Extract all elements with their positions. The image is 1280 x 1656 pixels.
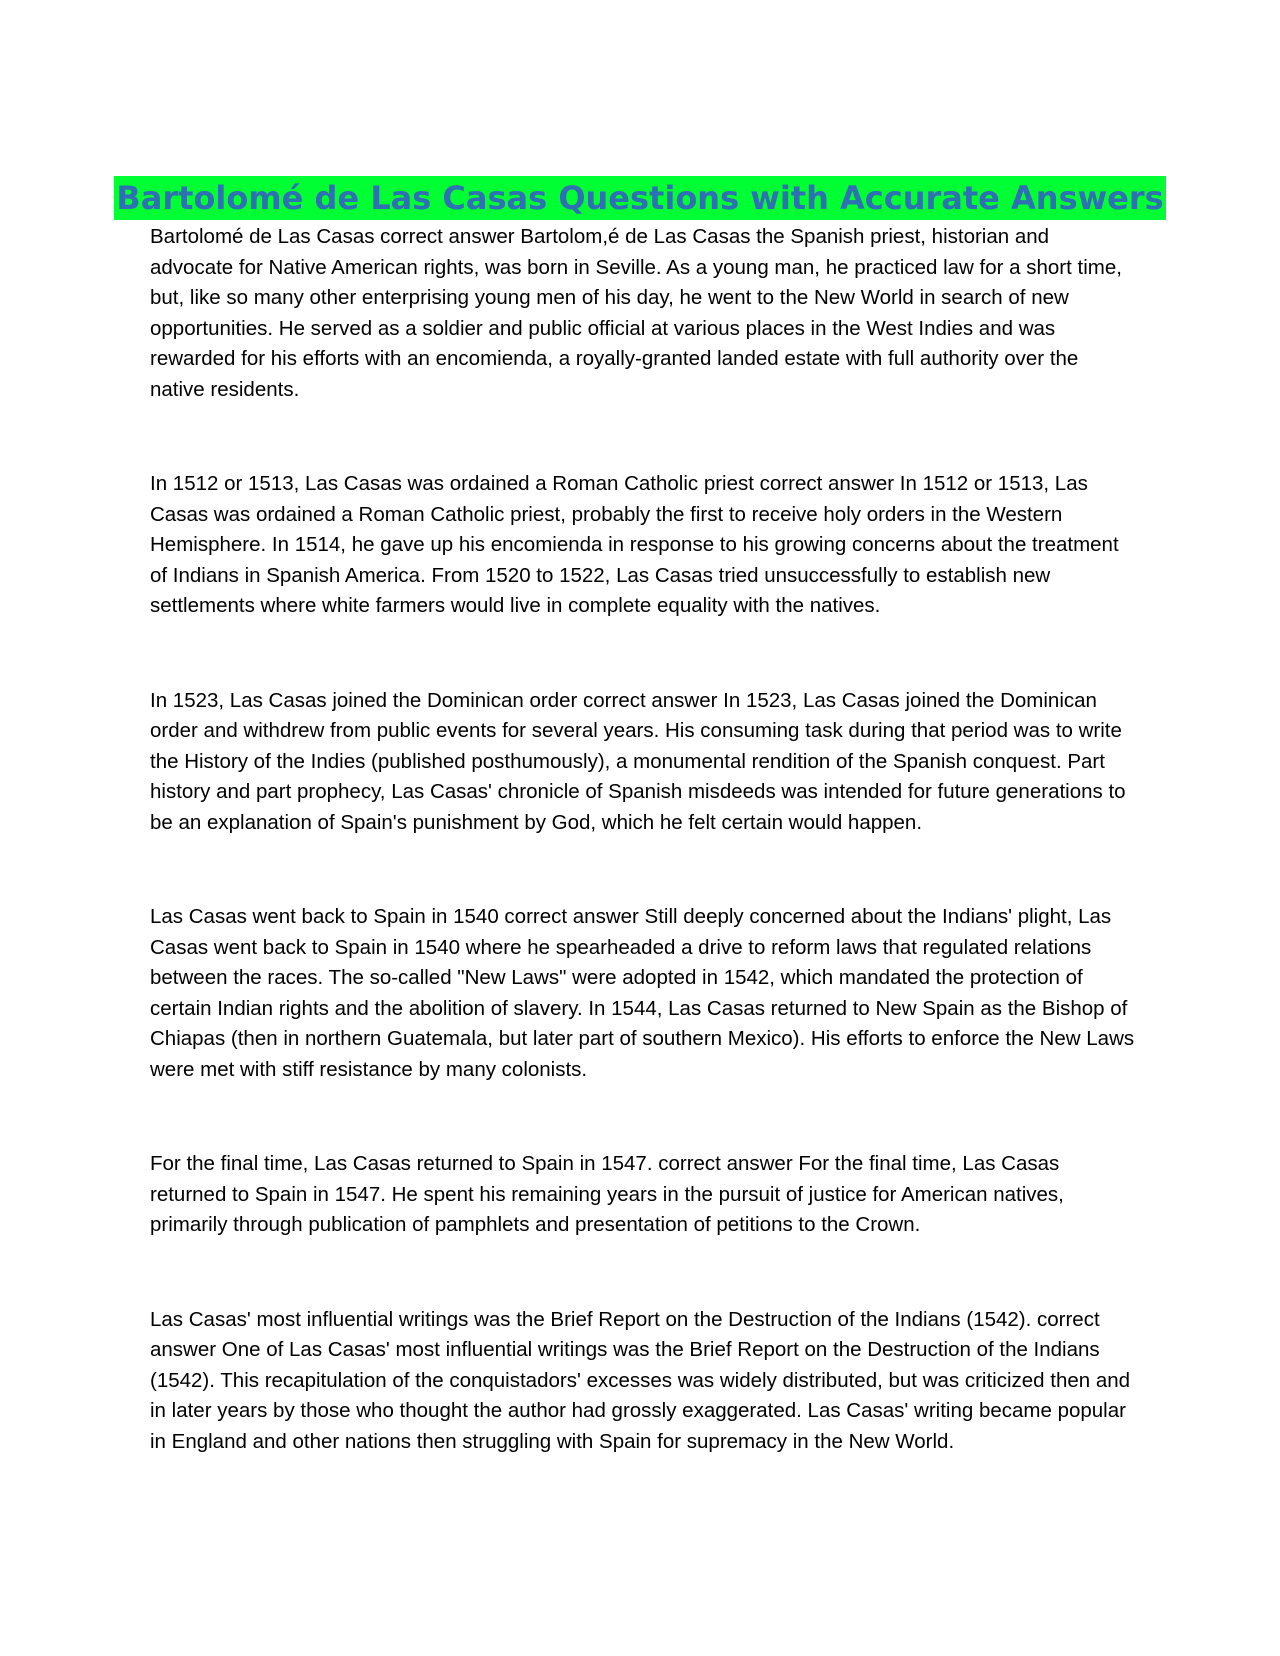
title-container bbox=[0, 176, 1280, 220]
qa-paragraph-6: Las Casas' most influential writings was the Brief Report on the Destruction of the Indians (1542). correct answer One of Las Casas' most influential writings was the Brief Report on the Destruction of the Indians (1542). This recapitulation of the conquistadors' excesses was widely distributed, but was criticized then and in later years by those who thought the author had grossly exaggerated. Las Casas' writing became popular in England and other nations then struggling with Spain for supremacy in the New World. bbox=[150, 1307, 1131, 1453]
qa-paragraph-5: For the final time, Las Casas returned to Spain in 1547. correct answer For the final time, Las Casas returned to Spain in 1547. He spent his remaining years in the pursuit of justice for American natives, primarily through publication of pamphlets and presentation of petitions to the Crown. bbox=[150, 1152, 1064, 1236]
qa-paragraph-3: In 1523, Las Casas joined the Dominican order correct answer In 1523, Las Casas joined the Dominican order and withdrew from public events for several years. His consuming task during that period was to write the History of the Indies (published posthumously), a monumental rendition of the Spanish conquest. Part history and part prophecy, Las Casas' chronicle of Spanish misdeeds was intended for future generations to be an explanation of Spain's punishment by God, which he felt certain would happen. bbox=[150, 688, 1126, 834]
qa-paragraph-4: Las Casas went back to Spain in 1540 correct answer Still deeply concerned about the Indians' plight, Las Casas went back to Spain in 1540 where he spearheaded a drive to reform laws that regulated relations between the races. The so-called "New Laws" were adopted in 1542, which mandated the protection of certain Indian rights and the abolition of slavery. In 1544, Las Casas returned to New Spain as the Bishop of Chiapas (then in northern Guatemala, but later part of southern Mexico). His efforts to enforce the New Laws were met with stiff resistance by many colonists. bbox=[150, 905, 1135, 1081]
document-body bbox=[150, 222, 1136, 1457]
document-title: Bartolomé de Las Casas Questions with Accurate Answers bbox=[114, 176, 1165, 220]
qa-paragraph-1: Bartolomé de Las Casas correct answer Bartolom,é de Las Casas the Spanish priest, historian and advocate for Native American rights, was born in Seville. As a young man, he practiced law for a short time, but, like so many other enterprising young men of his day, he went to the New World in search of new opportunities. He served as a soldier and public official at various places in the West Indies and was rewarded for his efforts with an encomienda, a royally-granted landed estate with full authority over the native residents. bbox=[150, 225, 1122, 401]
qa-paragraph-2: In 1512 or 1513, Las Casas was ordained a Roman Catholic priest correct answer In 1512 or 1513, Las Casas was ordained a Roman Catholic priest, probably the first to receive holy orders in the Western Hemisphere. In 1514, he gave up his encomienda in response to his growing concerns about the treatment of Indians in Spanish America. From 1520 to 1522, Las Casas tried unsuccessfully to establish new settlements where white farmers would live in complete equality with the natives. bbox=[150, 472, 1119, 617]
